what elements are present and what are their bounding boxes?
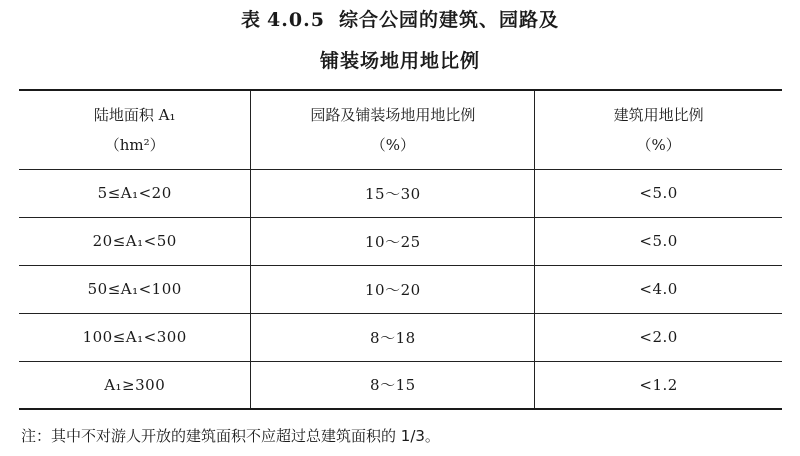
header-building-ratio-label: 建筑用地比例 bbox=[613, 105, 704, 124]
header-road-ratio-label: 园路及铺装场地用地比例 bbox=[310, 105, 476, 124]
road-ratio-cell: 10～20 bbox=[251, 265, 535, 313]
header-land-area-unit: （hm²） bbox=[104, 135, 165, 154]
table-caption-number: 4.0.5 bbox=[267, 9, 325, 31]
building-ratio-cell: <2.0 bbox=[535, 313, 782, 361]
table-row bbox=[19, 265, 782, 313]
table-row bbox=[19, 361, 782, 409]
table-footnote: 注：其中不对游人开放的建筑面积不应超过总建筑面积的 1/3。 bbox=[21, 427, 440, 445]
road-ratio-cell: 10～25 bbox=[251, 217, 535, 265]
land-area-cell: 5≤A₁<20 bbox=[19, 169, 251, 217]
header-building-ratio bbox=[535, 90, 782, 169]
land-area-cell: A₁≥300 bbox=[19, 361, 251, 409]
ratio-table bbox=[19, 89, 782, 410]
table-caption-line-1 bbox=[0, 5, 800, 32]
table-caption-text-1: 综合公园的建筑、园路及 bbox=[338, 9, 559, 31]
table-caption-prefix: 表 bbox=[241, 9, 262, 31]
road-ratio-cell: 8～15 bbox=[251, 361, 535, 409]
land-area-cell: 20≤A₁<50 bbox=[19, 217, 251, 265]
land-area-cell: 100≤A₁<300 bbox=[19, 313, 251, 361]
table-row bbox=[19, 217, 782, 265]
building-ratio-cell: <5.0 bbox=[535, 217, 782, 265]
table-caption-line-2: 铺装场地用地比例 bbox=[319, 50, 480, 72]
header-land-area-label: 陆地面积 A₁ bbox=[93, 105, 176, 124]
header-road-ratio-unit: （%） bbox=[370, 135, 415, 154]
header-land-area bbox=[19, 90, 251, 169]
table-row bbox=[19, 313, 782, 361]
header-building-ratio-unit: （%） bbox=[636, 135, 681, 154]
table-header-row bbox=[19, 90, 782, 169]
land-area-cell: 50≤A₁<100 bbox=[19, 265, 251, 313]
building-ratio-cell: <1.2 bbox=[535, 361, 782, 409]
building-ratio-cell: <5.0 bbox=[535, 169, 782, 217]
road-ratio-cell: 8～18 bbox=[251, 313, 535, 361]
road-ratio-cell: 15～30 bbox=[251, 169, 535, 217]
building-ratio-cell: <4.0 bbox=[535, 265, 782, 313]
table-row bbox=[19, 169, 782, 217]
header-road-ratio bbox=[251, 90, 535, 169]
